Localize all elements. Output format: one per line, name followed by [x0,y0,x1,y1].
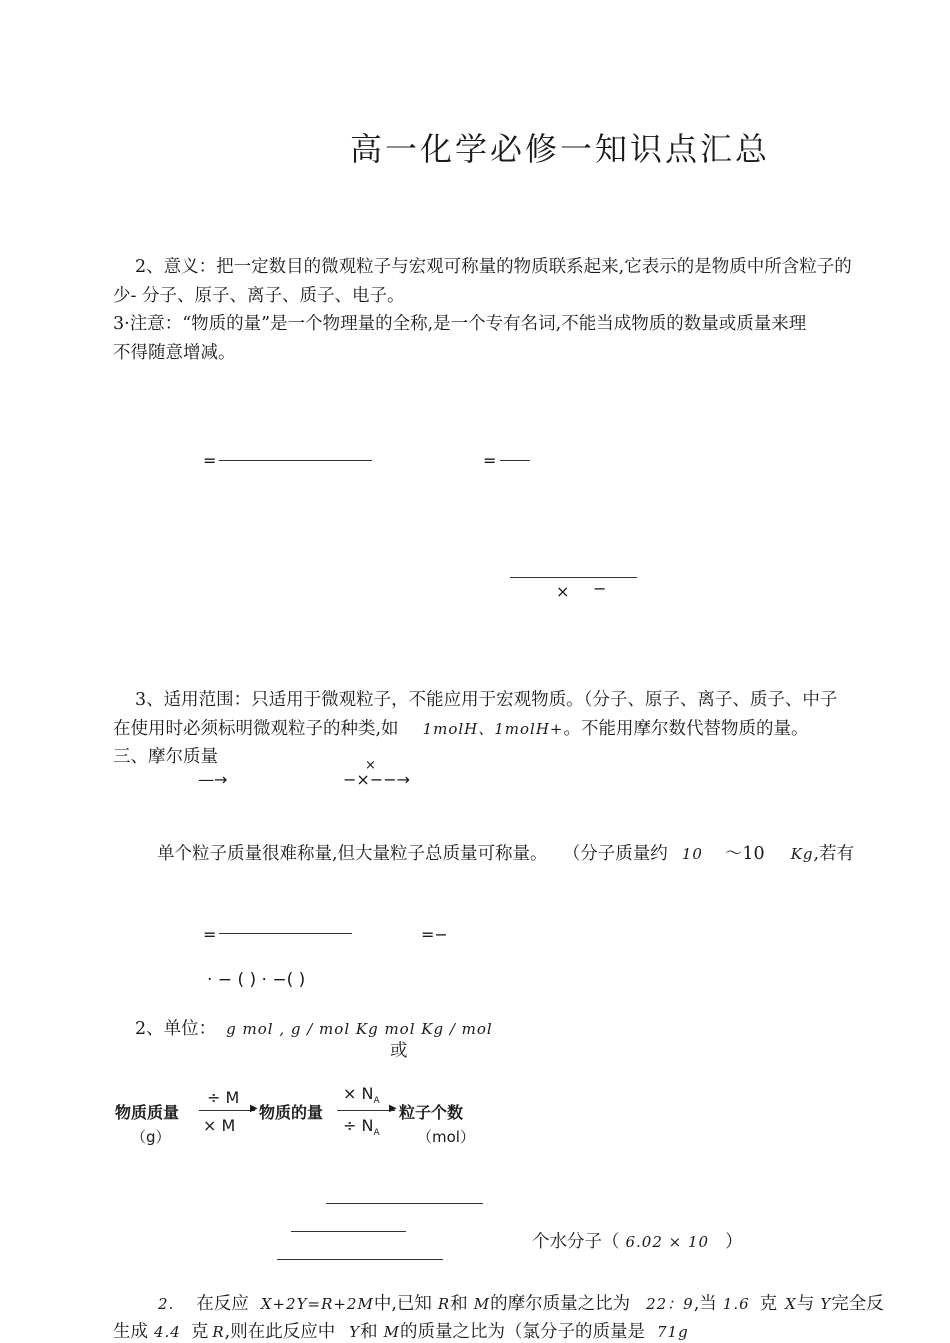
blank-line-3 [277,1259,443,1260]
q2-line2-hw-m: M [383,1323,400,1341]
flow-divide-na [343,1116,380,1138]
paragraph-particle-mass [157,843,854,865]
formula-a-minus: − [593,579,607,598]
paragraph-note-line2: 不得随意增减。 [113,343,236,363]
formula-a-times: × [556,582,570,601]
q2-hw-ratio: 22：9 [646,1295,694,1313]
blank-line-2 [291,1231,406,1232]
q2-text-g: 与 [796,1294,815,1314]
q2-line2-hw-chlorine: 71g [656,1323,689,1341]
particle-mass-paren: （分子质量约 [571,844,668,864]
formula-b-fraction-line-1 [219,933,352,934]
q2-line2-hw-mass: 4.4 [154,1323,181,1341]
blank-line-1 [326,1203,483,1204]
formula-a-equals-1: = [203,451,217,470]
q2-text-d: 的摩尔质量之比为 [490,1294,631,1314]
page-title: 高一化学必修一知识点汇总 [350,130,771,168]
formula-a-fraction-line-2 [500,460,530,461]
formula-b-row: · − ( ) · −( ) [207,970,306,990]
flow-arrowhead-2: ▶ [389,1103,397,1114]
formula-a-equals-2: = [483,451,497,470]
paragraph-meaning-line1: 2、意义：把一定数目的微观粒子与宏观可称量的物质联系起来,它表示的是物质中所含粒子的 [135,257,852,277]
flow-mass-unit: （g） [131,1128,171,1146]
q2-hw-r: R [437,1295,451,1313]
paragraph-scope-line2 [113,718,808,740]
q2-text-f: 克 [759,1294,778,1314]
flow-times-na-text: × N [343,1084,374,1103]
formula-a-fraction-line-1 [219,460,372,461]
unit-label: 2、单位： [135,1019,217,1039]
particle-mass-tail: ,若有 [813,844,855,864]
flow-arrow-line-2 [337,1110,395,1111]
q2-hw-x: X [785,1295,797,1313]
q2-line2-text-d: 和 [360,1322,378,1342]
paragraph-unit [135,1018,493,1040]
formula-b-equals-1: = [203,925,217,944]
q2-text-c: 和 [450,1294,468,1314]
water-text: 个水分子（ [532,1232,620,1252]
question-2-line2 [113,1321,689,1343]
q2-text-a: 在反应 [196,1294,249,1314]
scope-text-b: 。不能用摩尔数代替物质的量。 [563,719,809,739]
water-handwritten: 6.02 × 10 [625,1233,710,1251]
flow-times-m: × M [203,1116,236,1135]
flow-mass-label: 物质质量 [115,1103,180,1122]
q2-line2-text-b: 克 [190,1322,209,1342]
flow-arrow-line-1 [199,1110,255,1111]
formula-a-fraction-line-3 [510,577,637,578]
particle-mass-hw-1: 10 [681,845,703,863]
flow-amount-label: 物质的量 [259,1103,324,1122]
flow-count-unit: （mol） [417,1128,475,1146]
q2-text-b: 中,已知 [373,1294,432,1314]
q2-text-e: ,当 [693,1294,717,1314]
q2-line2-hw-r: R [212,1323,225,1341]
formula-b-equals-2: =− [421,925,448,944]
scope-handwritten-example: 1molH、1molH+ [422,720,564,738]
arrow-1: —→ [198,770,228,789]
particle-mass-tilde: ～10 [724,844,765,864]
q2-hw-y: Y [820,1295,832,1313]
section-heading-molar-mass: 三、摩尔质量 [113,747,218,767]
flow-divide-m: ÷ M [207,1088,240,1107]
q2-hw-mass: 1.6 [722,1295,750,1313]
q2-hw-m: M [473,1295,491,1313]
q2-line2-text-a: 生成 [113,1322,148,1342]
q2-line2-hw-y: Y [349,1323,361,1341]
conversion-flowchart [115,1084,495,1154]
flow-arrowhead-1: ▶ [250,1103,258,1114]
particle-mass-text: 单个粒子质量很难称量,但大量粒子总质量可称量。 [157,844,548,864]
q2-line2-text-c: ,则在此反应中 [224,1322,336,1342]
unit-or: 或 [390,1041,408,1061]
arrow-2-times: × [365,758,376,773]
q2-line2-text-e: 的质量之比为（氯分子的质量是 [399,1322,645,1342]
flow-divide-na-text: ÷ N [343,1116,374,1135]
question-2-line1 [158,1293,884,1315]
flow-count-label: 粒子个数 [399,1103,464,1122]
q2-number: 2. [158,1295,175,1313]
scope-text-a: 在使用时必须标明微观粒子的种类,如 [113,719,399,739]
arrow-2: −×−−→ [343,770,411,789]
flow-times-na-sub: A [373,1096,380,1107]
q2-text-h: 完全反 [831,1294,884,1314]
water-molecules-text [532,1231,743,1253]
paragraph-scope-line1: 3、适用范围：只适用于微观粒子，不能应用于宏观物质。（分子、原子、离子、质子、中子 [135,690,838,710]
paragraph-meaning-line2: 少- 分子、原子、离子、质子、电子。 [113,286,405,306]
flow-divide-na-sub: A [373,1128,380,1139]
q2-hw-equation: X+2Y=R+2M [260,1295,374,1313]
particle-mass-hw-2: Kg [790,845,814,863]
paragraph-note-line1: 3·注意：“物质的量”是一个物理量的全称,是一个专有名词,不能当成物质的数量或质量来理 [113,314,807,334]
unit-handwritten: g mol , g / mol Kg mol Kg / mol [226,1020,493,1038]
flow-times-na [343,1084,380,1106]
water-close: ） [725,1232,743,1252]
